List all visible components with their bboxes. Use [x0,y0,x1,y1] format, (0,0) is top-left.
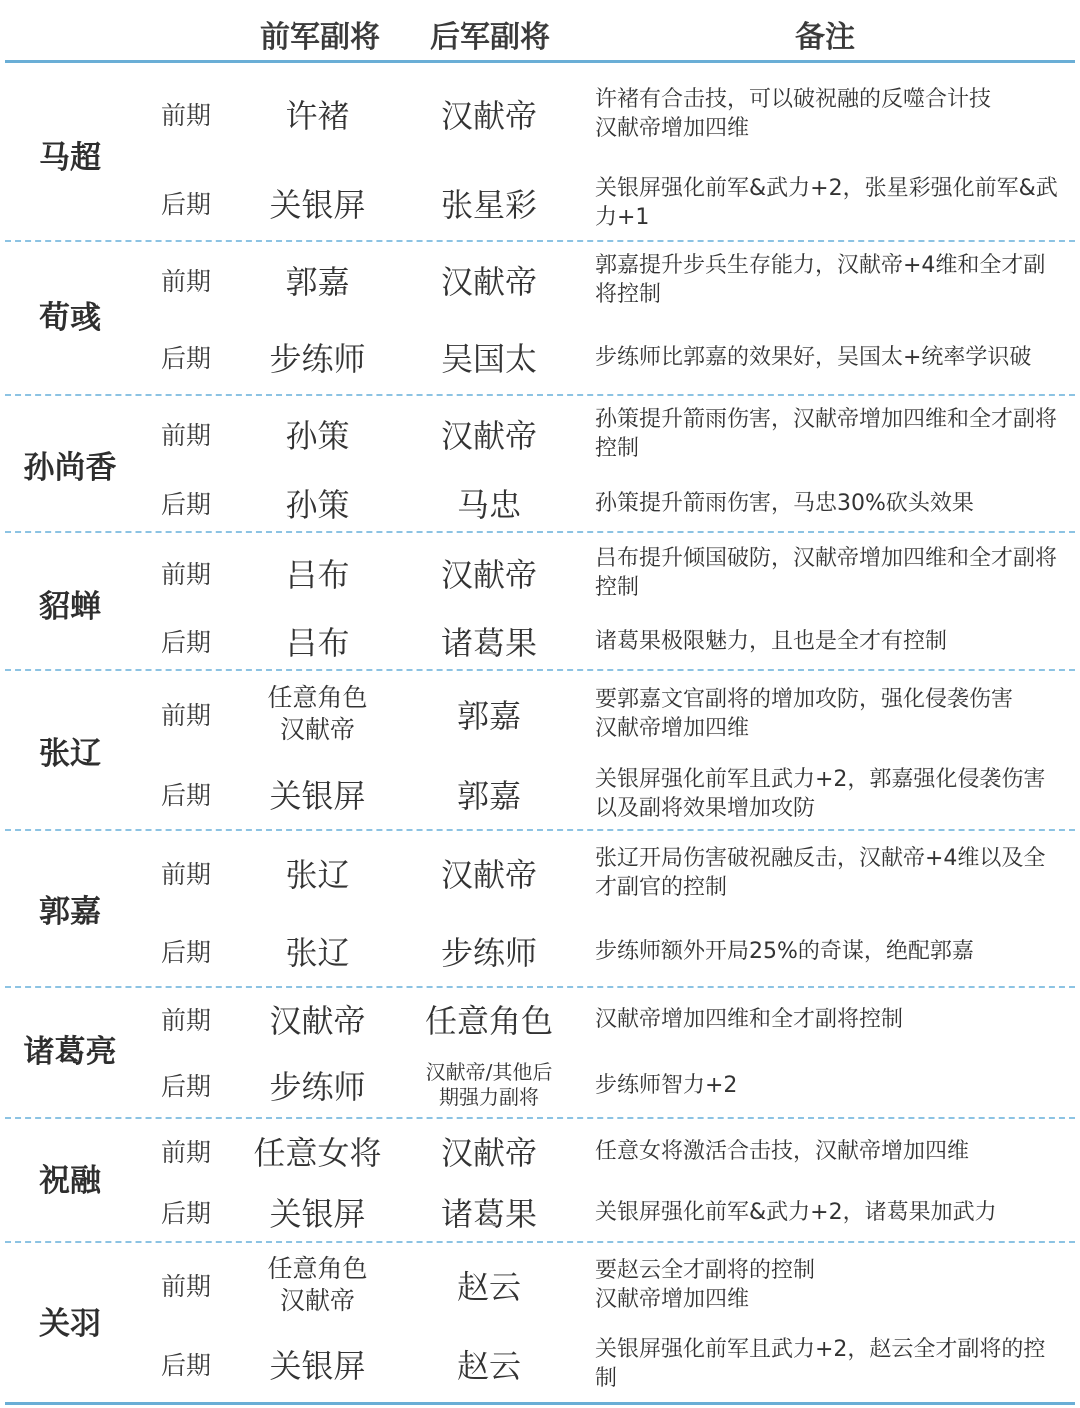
back-general: 郭嘉 [456,697,521,735]
phase-label: 前期 [160,1272,211,1301]
phase-label: 前期 [160,1006,211,1035]
hero-name: 荀彧 [39,300,101,336]
front-general: 张辽 [285,934,350,972]
front-general: 吕布 [285,624,350,662]
phase-label: 后期 [160,628,211,657]
row-divider [5,1117,1075,1119]
front-general: 关银屏 [269,186,366,224]
row-divider [5,394,1075,396]
phase-label: 后期 [160,490,211,519]
note-text: 汉献帝增加四维和全才副将控制 [595,1006,904,1032]
row-divider [5,531,1075,533]
back-general: 汉献帝 [440,856,537,894]
front-general: 关银屏 [269,1347,366,1385]
phase-label: 后期 [160,344,211,373]
note-text: 关银屏强化前军&武力+2，张星彩强化前军&武力+1 [595,176,1058,230]
note-text: 关银屏强化前军且武力+2，赵云全才副将的控制 [595,1337,1046,1391]
back-general: 赵云 [456,1347,521,1385]
front-general: 许褚 [285,97,350,135]
phase-label: 后期 [160,938,211,967]
note-text: 关银屏强化前军且武力+2，郭嘉强化侵袭伤害以及副将效果增加攻防 [595,767,1046,821]
back-general: 汉献帝/其他后 期强力副将 [425,1060,553,1109]
phase-label: 后期 [160,781,211,810]
row-divider [5,986,1075,988]
front-general: 任意角色 汉献帝 [267,683,368,744]
note-text: 要郭嘉文官副将的增加攻防，强化侵袭伤害 汉献帝增加四维 [595,687,1014,741]
front-general: 郭嘉 [285,263,350,301]
note-text: 步练师额外开局25%的奇谋，绝配郭嘉 [595,938,974,964]
back-general: 诸葛果 [440,1195,537,1233]
phase-label: 前期 [160,560,211,589]
note-text: 任意女将激活合击技，汉献帝增加四维 [595,1138,970,1164]
front-general: 吕布 [285,556,350,594]
back-general: 任意角色 [424,1002,553,1040]
column-header-front-general: 前军副将 [260,20,380,55]
table-header [0,0,1080,62]
row-divider [5,240,1075,242]
front-general: 任意女将 [253,1134,382,1172]
front-general: 关银屏 [269,1195,366,1233]
back-general: 张星彩 [440,186,537,224]
header-divider [5,60,1075,63]
back-general: 汉献帝 [440,417,537,455]
hero-name: 马超 [39,140,101,176]
back-general: 汉献帝 [440,556,537,594]
front-general: 步练师 [269,340,366,378]
note-text: 孙策提升箭雨伤害，马忠30%砍头效果 [595,490,974,516]
note-text: 关银屏强化前军&武力+2，诸葛果加武力 [595,1199,997,1225]
hero-name: 貂蝉 [39,588,101,625]
back-general: 汉献帝 [440,263,537,301]
front-general: 孙策 [285,486,350,524]
hero-name: 诸葛亮 [23,1033,117,1070]
column-header-notes: 备注 [795,20,855,55]
front-general: 任意角色 汉献帝 [267,1254,368,1315]
phase-label: 前期 [160,101,211,130]
note-text: 步练师比郭嘉的效果好，吴国太+统率学识破 [595,344,1032,370]
back-general: 郭嘉 [456,777,521,815]
phase-label: 后期 [160,1199,211,1228]
front-general: 汉献帝 [269,1002,366,1040]
back-general: 诸葛果 [440,624,537,662]
front-general: 孙策 [285,417,350,455]
phase-label: 前期 [160,267,211,296]
row-divider [5,669,1075,671]
back-general: 汉献帝 [440,97,537,135]
row-divider [5,829,1075,831]
note-text: 要赵云全才副将的控制 汉献帝增加四维 [595,1258,816,1312]
note-text: 张辽开局伤害破祝融反击，汉献帝+4维以及全才副官的控制 [595,846,1046,900]
phase-label: 前期 [160,701,211,730]
note-text: 郭嘉提升步兵生存能力，汉献帝+4维和全才副将控制 [595,253,1046,307]
front-general: 步练师 [269,1068,366,1106]
back-general: 马忠 [456,486,521,524]
phase-label: 后期 [160,1072,211,1101]
column-header-back-general: 后军副将 [430,20,550,55]
hero-name: 郭嘉 [39,893,101,930]
hero-name: 关羽 [39,1306,101,1342]
table-bottom-border [5,1402,1075,1405]
row-divider [5,1241,1075,1243]
note-text: 诸葛果极限魅力，且也是全才有控制 [595,628,948,654]
phase-label: 后期 [160,1351,211,1380]
note-text: 步练师智力+2 [595,1072,738,1098]
hero-name: 张辽 [39,735,101,772]
phase-label: 前期 [160,1138,211,1167]
front-general: 关银屏 [269,777,366,815]
back-general: 步练师 [440,934,537,972]
phase-label: 前期 [160,421,211,450]
hero-name: 孙尚香 [23,450,117,486]
back-general: 赵云 [456,1268,521,1306]
phase-label: 前期 [160,860,211,889]
back-general: 汉献帝 [440,1134,537,1172]
hero-name: 祝融 [39,1163,101,1199]
note-text: 吕布提升倾国破防，汉献帝增加四维和全才副将控制 [595,546,1058,600]
back-general: 吴国太 [440,340,537,378]
front-general: 张辽 [285,856,350,894]
note-text: 许褚有合击技，可以破祝融的反噬合计技 汉献帝增加四维 [595,87,992,141]
phase-label: 后期 [160,190,211,219]
note-text: 孙策提升箭雨伤害，汉献帝增加四维和全才副将控制 [595,407,1058,461]
